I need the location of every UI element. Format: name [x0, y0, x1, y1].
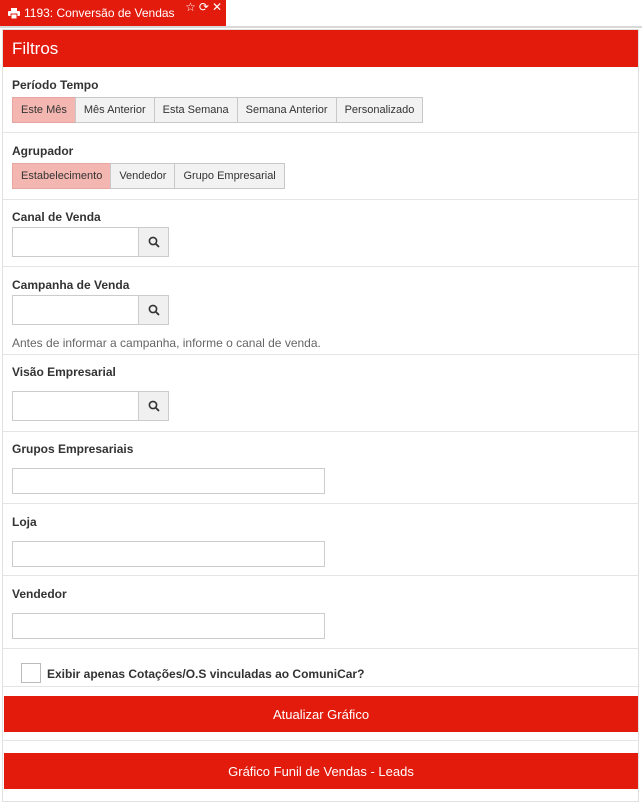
- visao-input-group: [12, 391, 169, 421]
- checkbox-section: [3, 649, 638, 687]
- campanha-input[interactable]: [12, 295, 138, 325]
- canal-label: Canal de Venda: [12, 210, 101, 224]
- star-icon[interactable]: ☆: [185, 0, 196, 14]
- periodo-option-personalizado[interactable]: Personalizado: [336, 97, 424, 123]
- tab-title: 1193: Conversão de Vendas: [24, 6, 175, 20]
- search-icon: [148, 304, 160, 316]
- periodo-option-este-mes[interactable]: Este Mês: [12, 97, 76, 123]
- periodo-option-semana-anterior[interactable]: Semana Anterior: [237, 97, 337, 123]
- periodo-option-mes-anterior[interactable]: Mês Anterior: [75, 97, 155, 123]
- agrupador-label: Agrupador: [12, 144, 74, 158]
- agrupador-option-estabelecimento[interactable]: Estabelecimento: [12, 163, 111, 189]
- grupos-input[interactable]: [12, 468, 325, 494]
- close-icon[interactable]: ✕: [211, 0, 222, 14]
- vendedor-input[interactable]: [12, 613, 325, 639]
- periodo-button-group: [12, 97, 422, 123]
- canal-input[interactable]: [12, 227, 138, 257]
- comunicar-checkbox-label: Exibir apenas Cotações/O.S vinculadas ao ComuniCar?: [47, 667, 365, 681]
- search-icon: [148, 400, 160, 412]
- search-icon: [148, 236, 160, 248]
- buttons-divider: [3, 740, 638, 741]
- vendedor-section: [3, 576, 638, 649]
- canal-input-group: [12, 227, 169, 257]
- campanha-help-text: Antes de informar a campanha, informe o canal de venda.: [12, 336, 321, 350]
- tab-divider: [0, 26, 642, 28]
- grupos-section: [3, 432, 638, 504]
- visao-search-button[interactable]: [138, 391, 169, 421]
- grupos-label: Grupos Empresariais: [12, 442, 134, 456]
- agrupador-section: [3, 133, 638, 200]
- loja-input[interactable]: [12, 541, 325, 567]
- campanha-section: [3, 267, 638, 355]
- periodo-option-esta-semana[interactable]: Esta Semana: [154, 97, 238, 123]
- agrupador-option-vendedor[interactable]: Vendedor: [110, 163, 175, 189]
- campanha-search-button[interactable]: [138, 295, 169, 325]
- agrupador-button-group: [12, 163, 284, 189]
- grafico-funil-button[interactable]: Gráfico Funil de Vendas - Leads: [4, 753, 638, 789]
- report-tab[interactable]: [0, 0, 226, 26]
- agrupador-option-grupo-empresarial[interactable]: Grupo Empresarial: [174, 163, 284, 189]
- canal-section: [3, 200, 638, 267]
- periodo-section: [3, 67, 638, 133]
- filters-panel: [2, 29, 639, 802]
- visao-input[interactable]: [12, 391, 138, 421]
- atualizar-grafico-button[interactable]: Atualizar Gráfico: [4, 696, 638, 732]
- canal-search-button[interactable]: [138, 227, 169, 257]
- loja-section: [3, 504, 638, 576]
- campanha-input-group: [12, 295, 169, 325]
- vendedor-label: Vendedor: [12, 587, 67, 601]
- loja-label: Loja: [12, 515, 37, 529]
- print-icon: [8, 8, 20, 19]
- visao-section: [3, 355, 638, 432]
- periodo-label: Período Tempo: [12, 78, 99, 92]
- visao-label: Visão Empresarial: [12, 365, 116, 379]
- campanha-label: Campanha de Venda: [12, 278, 130, 292]
- panel-title: Filtros: [3, 30, 638, 67]
- comunicar-checkbox[interactable]: [21, 663, 41, 683]
- refresh-icon[interactable]: ⟳: [198, 0, 209, 14]
